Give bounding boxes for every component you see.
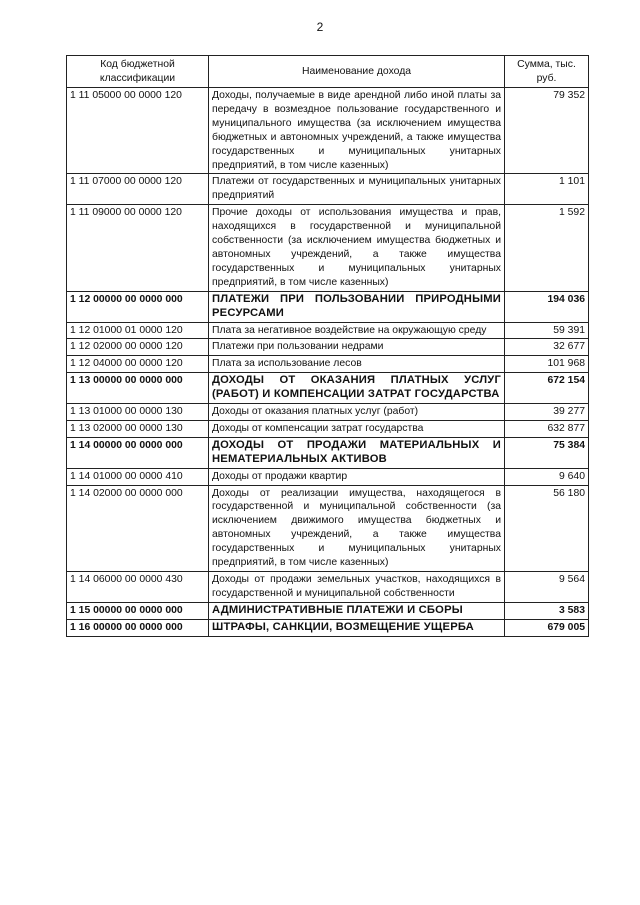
sum-cell: 1 101 <box>505 174 589 205</box>
table-row <box>67 404 589 421</box>
sum-cell: 3 583 <box>505 602 589 619</box>
sum-cell: 9 640 <box>505 468 589 485</box>
code-cell: 1 16 00000 00 0000 000 <box>67 619 209 636</box>
sum-cell: 672 154 <box>505 373 589 404</box>
table-row <box>67 437 589 468</box>
name-cell: Доходы от реализации имущества, находящегося в государственной и муниципальной собственности (за исключением движимого имущества бюджетных и автономных учреждений, а также имущества государственных и муниципальных унитарных предприятий, в том числе казенных) <box>209 485 505 571</box>
table-body <box>67 88 589 637</box>
sum-cell: 632 877 <box>505 420 589 437</box>
sum-cell: 9 564 <box>505 572 589 603</box>
name-cell: Платежи от государственных и муниципальных унитарных предприятий <box>209 174 505 205</box>
name-cell: Плата за использование лесов <box>209 356 505 373</box>
name-cell: ДОХОДЫ ОТ ОКАЗАНИЯ ПЛАТНЫХ УСЛУГ (РАБОТ) И КОМПЕНСАЦИИ ЗАТРАТ ГОСУДАРСТВА <box>209 373 505 404</box>
code-cell: 1 13 00000 00 0000 000 <box>67 373 209 404</box>
name-cell: Доходы от компенсации затрат государства <box>209 420 505 437</box>
sum-cell: 32 677 <box>505 339 589 356</box>
header-row <box>67 56 589 88</box>
table-row <box>67 468 589 485</box>
code-cell: 1 13 01000 00 0000 130 <box>67 404 209 421</box>
sum-cell: 39 277 <box>505 404 589 421</box>
code-cell: 1 11 05000 00 0000 120 <box>67 88 209 174</box>
code-column-header: Код бюджетной классификации <box>67 56 209 88</box>
table-row <box>67 356 589 373</box>
revenue-table <box>66 55 589 637</box>
table-row <box>67 322 589 339</box>
sum-cell: 75 384 <box>505 437 589 468</box>
code-cell: 1 12 00000 00 0000 000 <box>67 291 209 322</box>
table-row <box>67 291 589 322</box>
code-cell: 1 14 00000 00 0000 000 <box>67 437 209 468</box>
name-cell: ШТРАФЫ, САНКЦИИ, ВОЗМЕЩЕНИЕ УЩЕРБА <box>209 619 505 636</box>
code-cell: 1 12 04000 00 0000 120 <box>67 356 209 373</box>
name-cell: ДОХОДЫ ОТ ПРОДАЖИ МАТЕРИАЛЬНЫХ И НЕМАТЕРИАЛЬНЫХ АКТИВОВ <box>209 437 505 468</box>
sum-cell: 194 036 <box>505 291 589 322</box>
sum-cell: 56 180 <box>505 485 589 571</box>
name-cell: Платежи при пользовании недрами <box>209 339 505 356</box>
code-cell: 1 15 00000 00 0000 000 <box>67 602 209 619</box>
sum-column-header: Сумма, тыс. руб. <box>505 56 589 88</box>
name-column-header: Наименование дохода <box>209 56 505 88</box>
code-cell: 1 12 02000 00 0000 120 <box>67 339 209 356</box>
code-cell: 1 11 07000 00 0000 120 <box>67 174 209 205</box>
code-cell: 1 14 01000 00 0000 410 <box>67 468 209 485</box>
code-cell: 1 12 01000 01 0000 120 <box>67 322 209 339</box>
code-cell: 1 11 09000 00 0000 120 <box>67 205 209 291</box>
table-row <box>67 373 589 404</box>
sum-cell: 79 352 <box>505 88 589 174</box>
code-cell: 1 13 02000 00 0000 130 <box>67 420 209 437</box>
table-row <box>67 174 589 205</box>
code-cell: 1 14 06000 00 0000 430 <box>67 572 209 603</box>
code-cell: 1 14 02000 00 0000 000 <box>67 485 209 571</box>
table-row <box>67 619 589 636</box>
table-row <box>67 572 589 603</box>
sum-cell: 59 391 <box>505 322 589 339</box>
sum-cell: 1 592 <box>505 205 589 291</box>
table-header <box>67 56 589 88</box>
table-row <box>67 485 589 571</box>
sum-cell: 679 005 <box>505 619 589 636</box>
name-cell: Доходы, получаемые в виде арендной либо иной платы за передачу в возмездное пользование государственного и муниципального имущества (за исключением имущества бюджетных и автономных учреждений, а также имущества государственных и муниципальных унитарных предприятий, в том числе казенных) <box>209 88 505 174</box>
table-row <box>67 205 589 291</box>
table-row <box>67 602 589 619</box>
name-cell: Плата за негативное воздействие на окружающую среду <box>209 322 505 339</box>
table-row <box>67 88 589 174</box>
name-cell: Доходы от продажи земельных участков, находящихся в государственной и муниципальной собственности <box>209 572 505 603</box>
page-number: 2 <box>316 20 324 34</box>
name-cell: Доходы от оказания платных услуг (работ) <box>209 404 505 421</box>
name-cell: Доходы от продажи квартир <box>209 468 505 485</box>
name-cell: АДМИНИСТРАТИВНЫЕ ПЛАТЕЖИ И СБОРЫ <box>209 602 505 619</box>
table-row <box>67 420 589 437</box>
name-cell: ПЛАТЕЖИ ПРИ ПОЛЬЗОВАНИИ ПРИРОДНЫМИ РЕСУРСАМИ <box>209 291 505 322</box>
name-cell: Прочие доходы от использования имущества и прав, находящихся в государственной и муниципальной собственности (за исключением имущества бюджетных и автономных учреждений, а также имущества государственных и муниципальных унитарных предприятий, в том числе казенных) <box>209 205 505 291</box>
table-row <box>67 339 589 356</box>
sum-cell: 101 968 <box>505 356 589 373</box>
